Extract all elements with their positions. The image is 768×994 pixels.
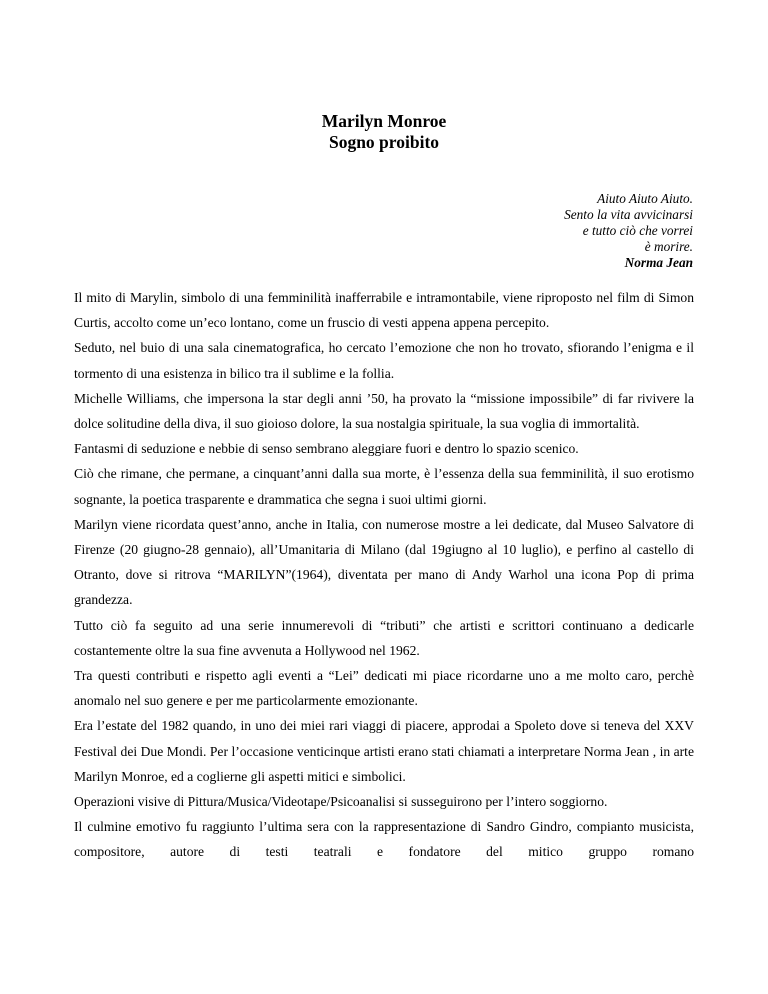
document-title xyxy=(0,111,768,153)
paragraph: Michelle Williams, che impersona la star degli anni ’50, ha provato la “missione impossibile” di far rivivere la dolce solitudine della diva, il suo gioioso dolore, la sua nostalgia spirituale, la sua voglia di immortalità. xyxy=(74,390,694,432)
epigraph-line: Aiuto Aiuto Aiuto. xyxy=(597,191,693,206)
title-line-2: Sogno proibito xyxy=(328,132,440,152)
paragraph: Il culmine emotivo fu raggiunto l’ultima sera con la rappresentazione di Sandro Gindro, compianto musicista, compositore, autore di testi teatrali e fondatore del mitico gruppo romano xyxy=(74,819,694,860)
paragraph: Il mito di Marylin, simbolo di una femminilità inafferrabile e intramontabile, viene riproposto nel film di Simon Curtis, accolto come un’eco lontano, come un fruscio di vesti appena appena percepito. xyxy=(74,290,694,331)
epigraph-author: Norma Jean xyxy=(624,255,693,270)
paragraph: Era l’estate del 1982 quando, in uno dei miei rari viaggi di piacere, approdai a Spoleto dove si teneva del XXV Festival dei Due Mondi. Per l’occasione venticinque artisti erano stati chiamati a interpretare Norma Jean , in arte Marilyn Monroe, ed a coglierne gli aspetti mitici e simbolici. xyxy=(74,718,694,784)
paragraph: Tra questi contributi e rispetto agli eventi a “Lei” dedicati mi piace ricordarne uno a me molto caro, perchè anomalo nel suo genere e per me particolarmente emozionante. xyxy=(74,668,694,709)
paragraph: Seduto, nel buio di una sala cinematografica, ho cercato l’emozione che non ho trovato, sfiorando l’enigma e il tormento di una esistenza in bilico tra il sublime e la follia. xyxy=(74,340,694,381)
paragraph: Fantasmi di seduzione e nebbie di senso sembrano aleggiare fuori e dentro lo spazio scenico. xyxy=(74,441,579,457)
epigraph-line: è morire. xyxy=(644,239,693,254)
epigraph-line: e tutto ciò che vorrei xyxy=(582,223,693,238)
body-text xyxy=(74,285,694,865)
paragraph: Ciò che rimane, che permane, a cinquant’anni dalla sua morte, è l’essenza della sua femminilità, il suo erotismo sognante, la poetica trasparente e drammatica che segna i suoi ultimi giorni. xyxy=(74,466,694,507)
epigraph-line: Sento la vita avvicinarsi xyxy=(564,207,693,222)
paragraph: Marilyn viene ricordata quest’anno, anche in Italia, con numerose mostre a lei dedicate, dal Museo Salvatore di Firenze (20 giugno-28 gennaio), all’Umanitaria di Milano (dal 19giugno al 10 luglio), e perfino al castello di Otranto, dove si ritrova “MARILYN”(1964), diventata per mano di Andy Warhol una icona Pop di prima grandezza. xyxy=(74,516,694,608)
paragraph: Operazioni visive di Pittura/Musica/Videotape/Psicoanalisi si susseguirono per l’intero soggiorno. xyxy=(74,794,608,810)
epigraph xyxy=(564,191,693,271)
title-line-1: Marilyn Monroe xyxy=(321,111,447,131)
paragraph: Tutto ciò fa seguito ad una serie innumerevoli di “tributi” che artisti e scrittori continuano a dedicarle costantemente oltre la sua fine avvenuta a Hollywood nel 1962. xyxy=(74,617,694,658)
